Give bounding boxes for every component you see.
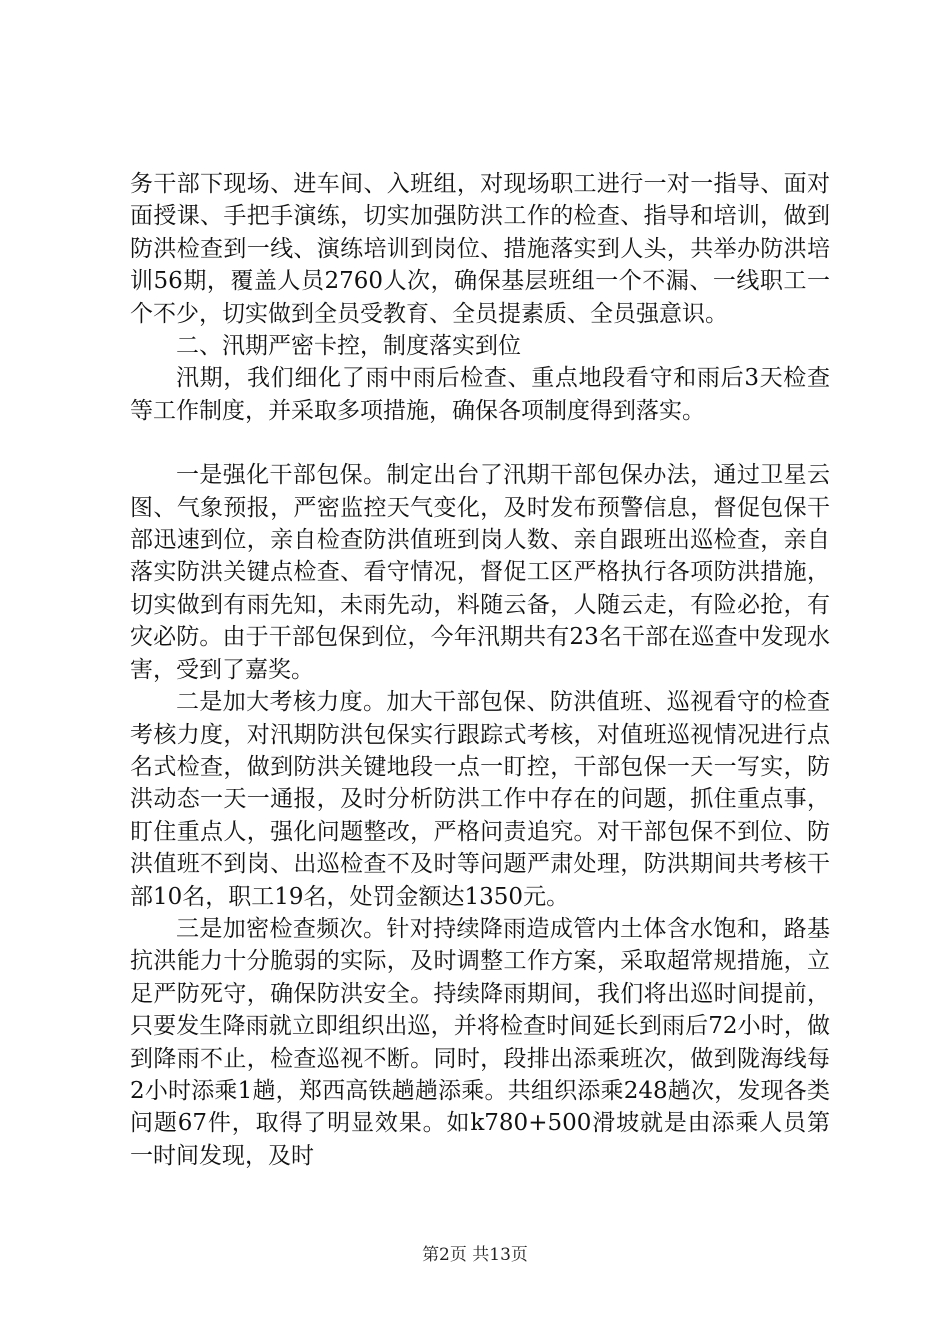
paragraph-inspection-frequency: 三是加密检查频次。针对持续降雨造成管内土体含水饱和，路基抗洪能力十分脆弱的实际，及时调整工作方案，采取超常规措施，立足严防死守，确保防洪安全。持续降雨期间，我们将出巡时间提前，只要发生降雨就立即组织出巡，并将检查时间延长到雨后72小时，做到降雨不止，检查巡视不断。同时，段排出添乘班次，做到陇海线每2小时添乘1趟，郑西高铁趟趟添乘。共组织添乘248趟次，发现各类问题67件，取得了明显效果。如k780+500滑坡就是由添乘人员第一时间发现，及时 — [130, 915, 830, 1169]
paragraph-cadre-responsibility: 一是强化干部包保。制定出台了汛期干部包保办法，通过卫星云图、气象预报，严密监控天气变化，及时发布预警信息，督促包保干部迅速到位，亲自检查防洪值班到岗人数、亲自跟班出巡检查，亲自落实防洪关键点检查、看守情况，督促工区严格执行各项防洪措施，切实做到有雨先知，未雨先动，料随云备，人随云走，有险必抢，有灾必防。由于干部包保到位，今年汛期共有23名干部在巡查中发现水害，受到了嘉奖。 — [130, 462, 830, 683]
page-number-label: 第2页 共13页 — [422, 1245, 528, 1265]
section-heading-flood-season: 二、汛期严密卡控，制度落实到位 — [176, 333, 521, 360]
paragraph-assessment: 二是加大考核力度。加大干部包保、防洪值班、巡视看守的检查考核力度，对汛期防洪包保实行跟踪式考核，对值班巡视情况进行点名式检查，做到防洪关键地段一点一盯控，干部包保一天一写实，防洪动态一天一通报，及时分析防洪工作中存在的问题，抓住重点事，盯住重点人，强化问题整改，严格问责追究。对干部包保不到位、防洪值班不到岗、出巡检查不及时等问题严肃处理，防洪期间共考核干部10名，职工19名，处罚金额达1350元。 — [130, 689, 830, 910]
page-footer — [0, 1244, 950, 1266]
document-body — [130, 168, 830, 1172]
paragraph-training: 务干部下现场、进车间、入班组，对现场职工进行一对一指导、面对面授课、手把手演练，切实加强防洪工作的检查、指导和培训，做到防洪检查到一线、演练培训到岗位、措施落实到人头，共举办防洪培训56期，覆盖人员2760人次，确保基层班组一个不漏、一线职工一个不少，切实做到全员受教育、全员提素质、全员强意识。 — [130, 171, 830, 327]
paragraph-flood-season-intro: 汛期，我们细化了雨中雨后检查、重点地段看守和雨后3天检查等工作制度，并采取多项措施，确保各项制度得到落实。 — [130, 365, 830, 424]
